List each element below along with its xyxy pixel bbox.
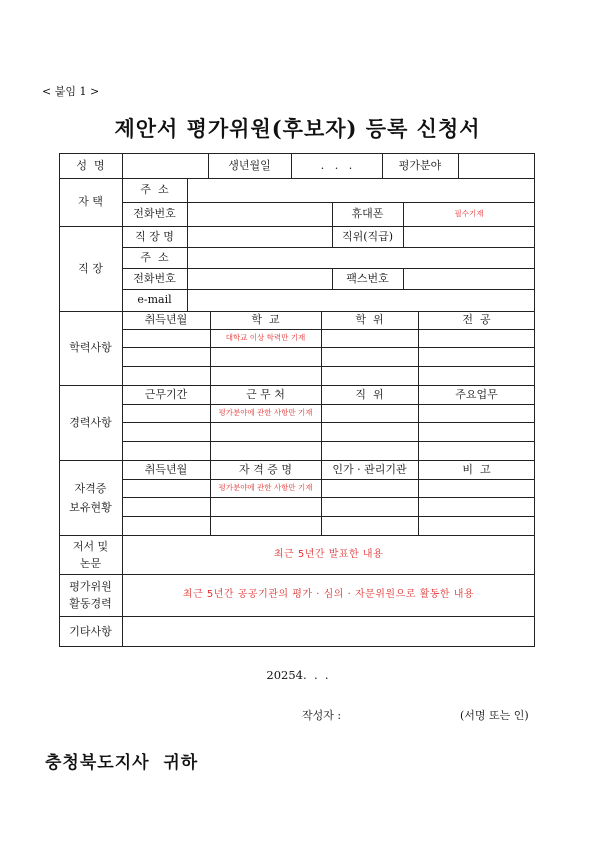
grid-line	[122, 366, 535, 367]
committee-section-line2: 활동경력	[69, 597, 112, 610]
papers-section-line1: 저서 및	[72, 539, 109, 553]
certs-header-name: 자 격 증 명	[239, 462, 292, 476]
grid-line	[122, 516, 535, 517]
birth-label: 생년월일	[228, 158, 271, 172]
other-label: 기타사항	[69, 624, 112, 638]
page-title: 제안서 평가위원(후보자) 등록 신청서	[114, 116, 481, 141]
field-value[interactable]	[458, 153, 535, 178]
name-label: 성 명	[76, 158, 105, 172]
certs-header-agency: 인가 · 관리기관	[332, 462, 407, 476]
name-field[interactable]	[122, 153, 208, 178]
papers-section-label	[59, 535, 122, 574]
committee-section-label	[59, 574, 122, 616]
position-label: 직위(직급)	[341, 229, 394, 243]
grid-line	[122, 422, 535, 423]
career-section-label: 경력사항	[69, 415, 112, 429]
papers-section-line2: 논문	[79, 556, 102, 570]
position-field[interactable]	[403, 226, 535, 247]
workplace-label: 직 장 명	[135, 229, 174, 243]
mobile-label: 휴대폰	[351, 207, 384, 220]
education-header-major: 전 공	[462, 313, 491, 326]
certs-header-date: 취득년월	[144, 462, 188, 476]
career-header-workplace: 근 무 처	[246, 387, 285, 401]
grid-line	[122, 404, 535, 405]
education-note[interactable]: 대학교 이상 학력만 기재	[225, 333, 306, 342]
education-header-degree: 학 위	[355, 313, 384, 326]
certs-header-note: 비 고	[462, 462, 491, 476]
papers-note[interactable]: 최근 5년간 발표한 내용	[273, 548, 384, 560]
home-address-field[interactable]	[187, 178, 535, 202]
work-address-label: 주 소	[140, 250, 169, 264]
committee-note[interactable]: 최근 5년간 공공기관의 평가 · 심의 · 자문위원으로 활동한 내용	[182, 589, 475, 600]
signature-label: (서명 또는 인)	[460, 709, 529, 722]
field-label: 평가분야	[398, 158, 442, 172]
home-section-label: 자 택	[78, 195, 103, 208]
writer-label: 작성자 :	[302, 709, 342, 722]
fax-field[interactable]	[403, 268, 535, 289]
home-phone-field[interactable]	[187, 202, 332, 226]
career-note[interactable]: 평가분야에 관한 사항만 기재	[218, 408, 313, 417]
grid-line	[122, 347, 535, 348]
home-phone-label: 전화번호	[133, 207, 176, 220]
grid-line	[122, 479, 535, 480]
work-address-field[interactable]	[187, 247, 535, 268]
email-field[interactable]	[187, 289, 535, 311]
work-phone-field[interactable]	[187, 268, 332, 289]
work-section-label: 직 장	[78, 261, 103, 275]
workplace-field[interactable]	[187, 226, 332, 247]
education-header-school: 학 교	[251, 313, 280, 326]
home-address-label: 주 소	[140, 183, 169, 196]
recipient-line: 충청북도지사 귀하	[45, 753, 199, 773]
grid-line	[122, 441, 535, 442]
work-phone-label: 전화번호	[133, 271, 176, 285]
certs-section-line2: 보유현황	[69, 500, 112, 514]
email-label: e-mail	[137, 293, 172, 306]
birth-value[interactable]: . . .	[320, 158, 353, 172]
date-line[interactable]: 20254. . .	[266, 668, 329, 682]
attachment-label: < 붙임 1 >	[42, 85, 100, 98]
certs-note[interactable]: 평가분야에 관한 사항만 기재	[218, 483, 313, 492]
career-header-duty: 주요업무	[455, 387, 498, 401]
education-section-label: 학력사항	[69, 341, 112, 354]
certs-section-label	[59, 460, 122, 535]
application-form	[59, 153, 535, 647]
career-header-period: 근무기간	[144, 387, 188, 401]
certs-section-line1: 자격증	[74, 481, 107, 495]
education-header-date: 취득년월	[144, 313, 188, 326]
mobile-note[interactable]: 필수기재	[454, 209, 484, 218]
other-field[interactable]	[122, 616, 535, 647]
career-header-position: 직 위	[355, 387, 384, 401]
grid-line	[122, 329, 535, 330]
grid-line	[122, 497, 535, 498]
committee-section-line1: 평가위원	[69, 580, 112, 593]
fax-label: 팩스번호	[346, 271, 389, 285]
